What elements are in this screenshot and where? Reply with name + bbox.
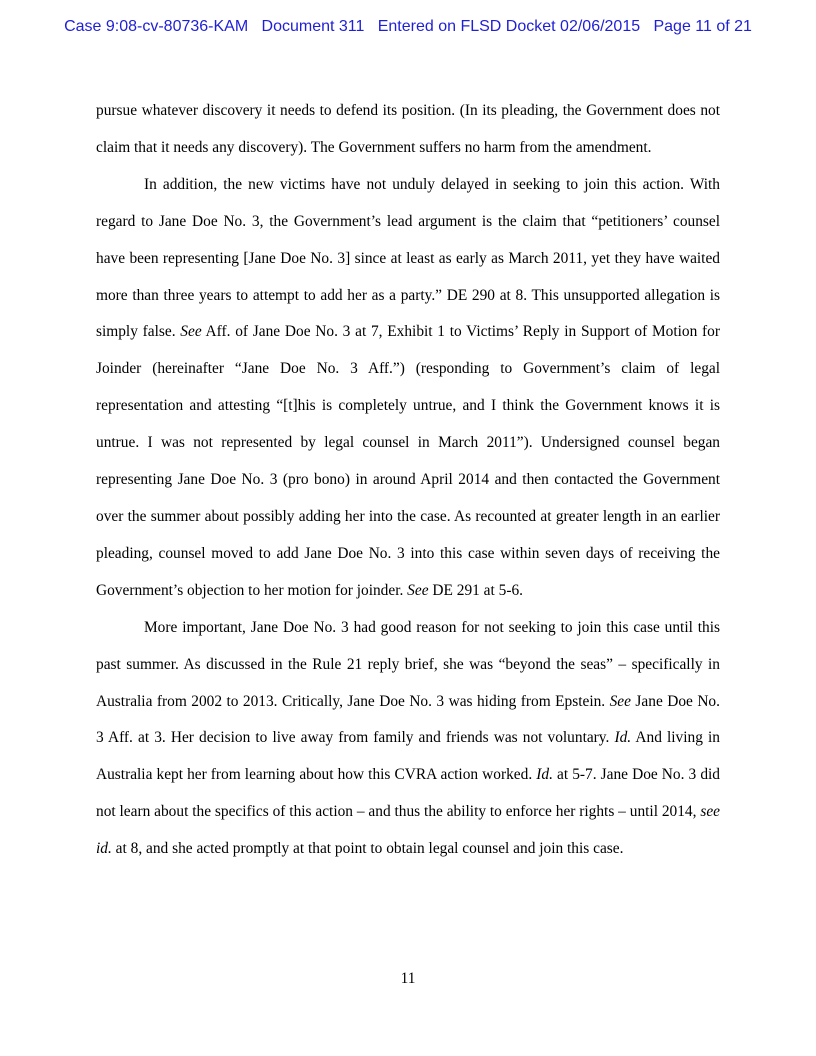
page-number: 11	[400, 970, 416, 987]
header-page-count: Page 11 of 21	[653, 18, 752, 35]
paragraph-continuation	[96, 93, 720, 167]
paragraph-good-reason	[96, 610, 720, 868]
header-document-number: Document 311	[261, 18, 365, 35]
text-run: at 5-7. Jane Doe No. 3 did not learn about the specifics of this action – and thus the ability to enforce her rights – until 2014,	[96, 766, 720, 821]
document-body	[96, 93, 720, 868]
header-entered-date: Entered on FLSD Docket 02/06/2015	[377, 18, 641, 35]
paragraph-delay	[96, 167, 720, 610]
text-run: In addition, the new victims have not unduly delayed in seeking to join this action. With regard to Jane Doe No. 3, the Government’s lead argument is the claim that “petitioners’ counsel have been representing [Jane Doe No. 3] since at least as early as March 2011, yet they have waited more than three years to attempt to add her as a party.” DE 290 at 8. This unsupported allegation is simply false.	[96, 175, 720, 341]
text-run: pursue whatever discovery it needs to defend its position. (In its pleading, the Government does not claim that it needs any discovery). The Government suffers no harm from the amendment.	[96, 102, 720, 156]
text-run: Aff. of Jane Doe No. 3 at 7, Exhibit 1 to Victims’ Reply in Support of Motion for Joinder (hereinafter “Jane Doe No. 3 Aff.”) (responding to Government’s claim of legal representation and attesting “[t]his is completely untrue, and I think the Government knows it is untrue. I was not represented by legal counsel in March 2011”). Undersigned counsel began representing Jane Doe No. 3 (pro bono) in around April 2014 and then contacted the Government over the summer about possibly adding her into the case. As recounted at greater length in an earlier pleading, counsel moved to add Jane Doe No. 3 into this case within seven days of receiving the Government’s objection to her motion for joinder.	[96, 323, 721, 599]
text-run: And living in Australia kept her from learning about how this CVRA action worked.	[96, 729, 720, 784]
citation-signal: see id.	[96, 803, 720, 858]
citation-signal: Id.	[536, 766, 553, 784]
text-run: DE 291 at 5-6.	[428, 581, 523, 599]
header-case-number: Case 9:08-cv-80736-KAM	[64, 18, 249, 35]
docket-header	[0, 18, 816, 36]
text-run: Jane Doe No. 3 Aff. at 3. Her decision to live away from family and friends was not voluntary.	[96, 692, 720, 747]
citation-signal: See	[407, 581, 429, 599]
text-run: More important, Jane Doe No. 3 had good reason for not seeking to join this case until this past summer. As discussed in the Rule 21 reply brief, she was “beyond the seas” – specifically in Australia from 2002 to 2013. Critically, Jane Doe No. 3 was hiding from Epstein.	[96, 618, 720, 710]
citation-signal: See	[609, 692, 631, 710]
citation-signal: Id.	[614, 729, 632, 747]
text-run: at 8, and she acted promptly at that point to obtain legal counsel and join this case.	[111, 840, 624, 858]
citation-signal: See	[180, 323, 202, 341]
